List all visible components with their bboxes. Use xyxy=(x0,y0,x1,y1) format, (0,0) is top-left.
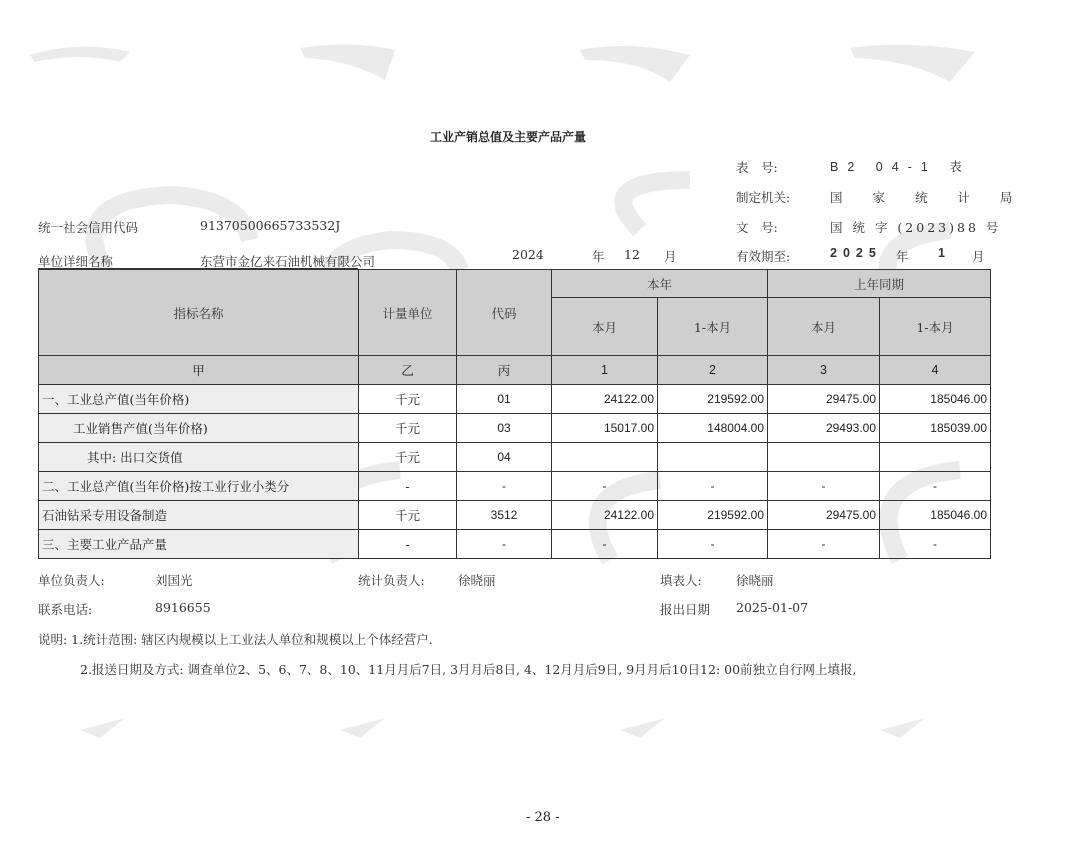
subheader-cell: 2 xyxy=(658,356,768,385)
row-unit: 千元 xyxy=(359,501,457,530)
valid-label: 有效期至: xyxy=(736,249,791,264)
table-row xyxy=(39,414,991,443)
row-value: 24122.00 xyxy=(552,385,658,414)
row-value xyxy=(880,443,991,472)
header-this-month: 本月 xyxy=(552,298,658,356)
row-code: 03 xyxy=(457,414,552,443)
row-value: 219592.00 xyxy=(658,501,768,530)
table-row xyxy=(39,443,991,472)
page-number: - 28 - xyxy=(526,810,560,825)
subheader-cell: 4 xyxy=(880,356,991,385)
date-value: 2025-01-07 xyxy=(736,600,809,615)
row-name: 其中: 出口交货值 xyxy=(39,443,359,472)
table-row xyxy=(39,385,991,414)
subheader-cell: 丙 xyxy=(457,356,552,385)
row-value: - xyxy=(552,472,658,501)
table-row xyxy=(39,472,991,501)
note-schedule: 2.报送日期及方式: 调查单位2、5、6、7、8、10、11月月后7日, 3月月后8日, 4、12月月后9日, 9月月后10日12: 00前独立自行网上填报, xyxy=(80,662,857,677)
row-name: 三、主要工业产品产量 xyxy=(39,530,359,559)
doc-no-value: 国 统 字 (2023)88 号 xyxy=(830,220,1002,235)
form-no-value: B2 04-1 表 xyxy=(830,160,971,174)
report-year: 2024 xyxy=(512,247,544,262)
row-code: 3512 xyxy=(457,501,552,530)
row-value: 219592.00 xyxy=(658,385,768,414)
row-unit: 千元 xyxy=(359,385,457,414)
issuer-label: 制定机关: xyxy=(736,190,791,205)
date-label: 报出日期 xyxy=(660,602,711,617)
unit-name-value: 东营市金亿来石油机械有限公司 xyxy=(200,254,376,269)
row-value: 185046.00 xyxy=(880,501,991,530)
row-value: - xyxy=(880,530,991,559)
doc-no-label: 文 号: xyxy=(736,220,778,235)
subheader-cell: 1 xyxy=(552,356,658,385)
report-month: 12 xyxy=(624,247,640,262)
row-value: - xyxy=(880,472,991,501)
row-code: 01 xyxy=(457,385,552,414)
header-indicator: 指标名称 xyxy=(39,270,359,356)
valid-year-unit: 年 xyxy=(896,249,909,264)
row-code: 04 xyxy=(457,443,552,472)
row-name: 一、工业总产值(当年价格) xyxy=(39,385,359,414)
row-unit: 千元 xyxy=(359,443,457,472)
row-unit: - xyxy=(359,530,457,559)
report-table xyxy=(38,269,991,559)
row-value: 185046.00 xyxy=(880,385,991,414)
row-name: 石油钻采专用设备制造 xyxy=(39,501,359,530)
subheader-cell: 乙 xyxy=(359,356,457,385)
row-value: 185039.00 xyxy=(880,414,991,443)
header-last-year: 上年同期 xyxy=(768,270,991,298)
row-name: 工业销售产值(当年价格) xyxy=(39,414,359,443)
filler-value: 徐晓丽 xyxy=(736,573,774,588)
row-value: - xyxy=(658,472,768,501)
issuer-value: 国 家 统 计 局 xyxy=(830,190,1026,205)
row-value: - xyxy=(768,530,880,559)
subheader-cell: 甲 xyxy=(39,356,359,385)
row-name: 二、工业总产值(当年价格)按工业行业小类分 xyxy=(39,472,359,501)
row-value: - xyxy=(768,472,880,501)
row-value: 29475.00 xyxy=(768,385,880,414)
valid-month: 1 xyxy=(938,246,945,260)
row-value: 29493.00 xyxy=(768,414,880,443)
head-value: 刘国光 xyxy=(155,573,193,588)
year-unit: 年 xyxy=(592,249,605,264)
header-this-year: 本年 xyxy=(552,270,768,298)
subheader-row xyxy=(39,356,991,385)
row-value xyxy=(658,443,768,472)
row-unit: - xyxy=(359,472,457,501)
header-unit: 计量单位 xyxy=(359,270,457,356)
unit-name-label: 单位详细名称 xyxy=(38,254,114,269)
valid-month-unit: 月 xyxy=(972,249,985,264)
filler-label: 填表人: xyxy=(660,573,702,588)
stat-label: 统计负责人: xyxy=(358,573,425,588)
phone-label: 联系电话: xyxy=(38,602,93,617)
row-value: 29475.00 xyxy=(768,501,880,530)
credit-code-label: 统一社会信用代码 xyxy=(38,220,139,235)
header-last-ytd: 1-本月 xyxy=(880,298,991,356)
header-ytd: 1-本月 xyxy=(658,298,768,356)
stat-value: 徐晓丽 xyxy=(458,573,496,588)
table-row xyxy=(39,501,991,530)
credit-code-value: 91370500665733532J xyxy=(200,218,341,233)
head-label: 单位负责人: xyxy=(38,573,105,588)
row-code: - xyxy=(457,472,552,501)
row-code: - xyxy=(457,530,552,559)
subheader-cell: 3 xyxy=(768,356,880,385)
month-unit: 月 xyxy=(664,249,677,264)
row-value: 15017.00 xyxy=(552,414,658,443)
valid-year: 2025 xyxy=(830,246,882,260)
table-row xyxy=(39,530,991,559)
row-value xyxy=(552,443,658,472)
note-scope: 说明: 1.统计范围: 辖区内规模以上工业法人单位和规模以上个体经营户. xyxy=(38,632,433,647)
row-value: - xyxy=(552,530,658,559)
row-unit: 千元 xyxy=(359,414,457,443)
row-value: 148004.00 xyxy=(658,414,768,443)
report-title: 工业产销总值及主要产品产量 xyxy=(430,130,587,144)
header-last-this-month: 本月 xyxy=(768,298,880,356)
phone-value: 8916655 xyxy=(155,600,211,615)
row-value: - xyxy=(658,530,768,559)
row-value: 24122.00 xyxy=(552,501,658,530)
form-no-label: 表 号: xyxy=(736,160,778,175)
row-value xyxy=(768,443,880,472)
header-code: 代码 xyxy=(457,270,552,356)
